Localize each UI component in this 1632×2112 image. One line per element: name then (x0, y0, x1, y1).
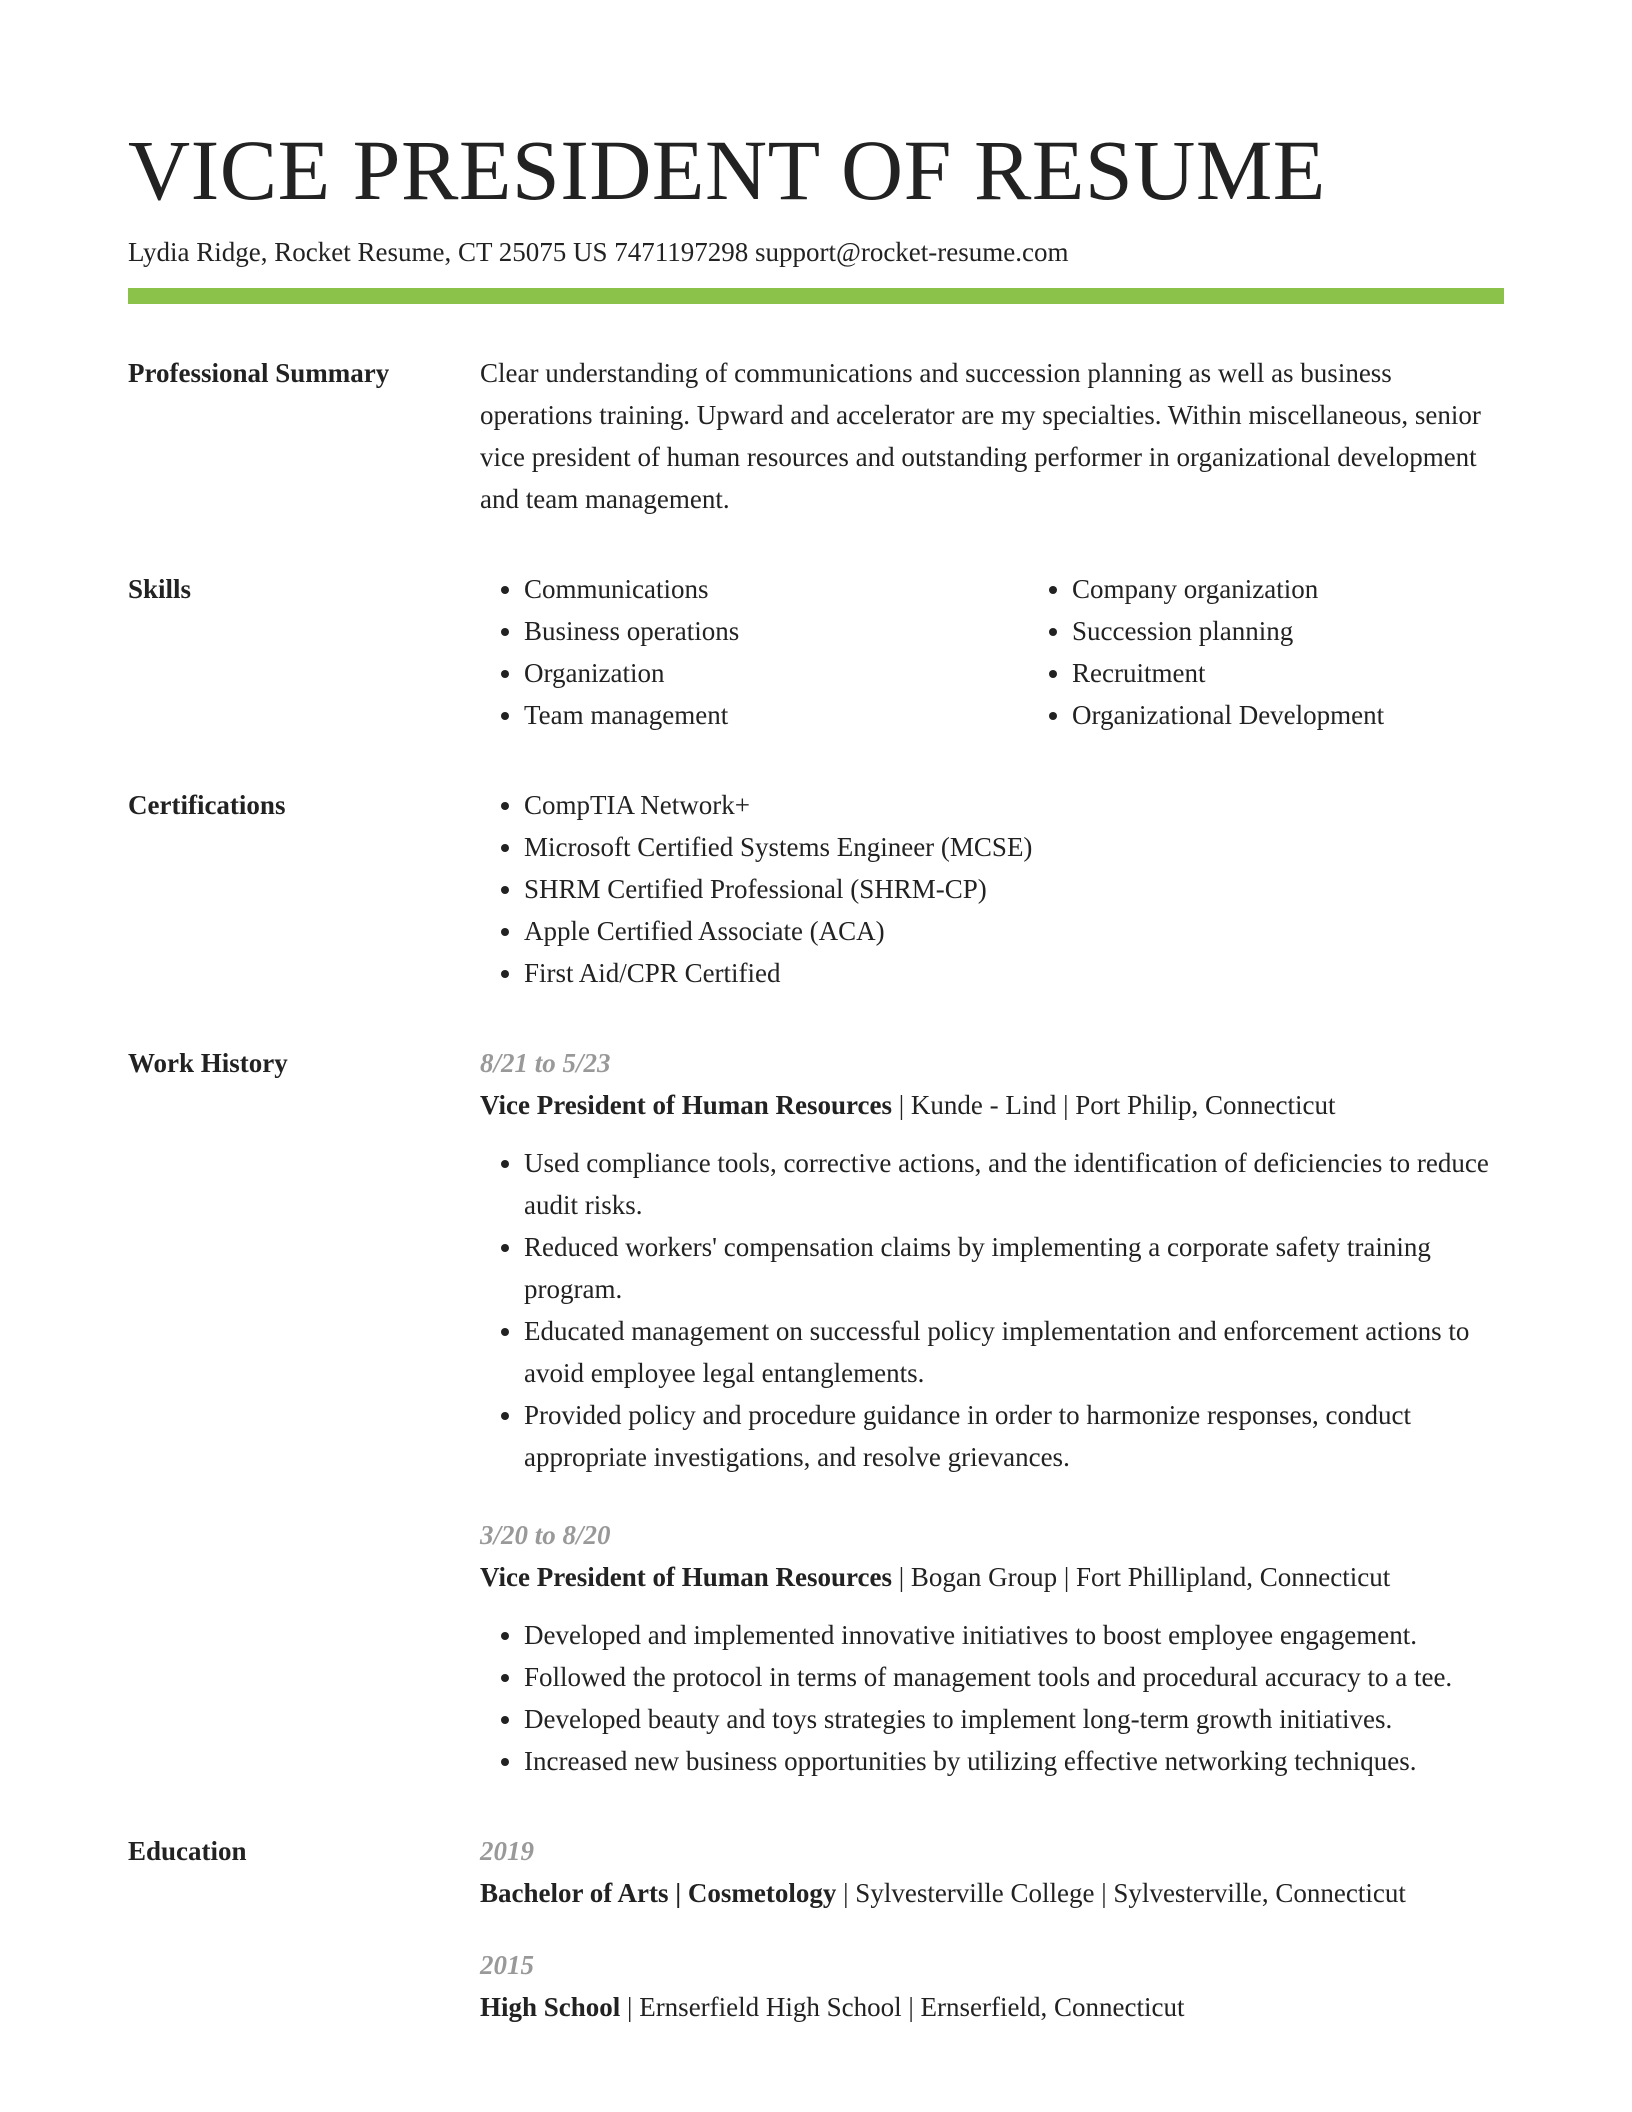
skills-section (128, 568, 1504, 736)
education-degree: Bachelor of Arts | Cosmetology (480, 1878, 837, 1908)
skills-label: Skills (128, 574, 192, 604)
contact-line: Lydia Ridge, Rocket Resume, CT 25075 US 7471197298 support@rocket-resume.com (128, 237, 1069, 267)
education-section (128, 1830, 1504, 2028)
education-details: | Sylvesterville College | Sylvesterville, Connecticut (836, 1878, 1406, 1908)
skill-item: • Succession planning (1072, 610, 1576, 652)
certification-item: • Apple Certified Associate (ACA) (524, 910, 1504, 952)
skill-item: • Organization (524, 652, 1028, 694)
certification-item: • SHRM Certified Professional (SHRM-CP) (524, 868, 1504, 910)
skill-item: • Communications (524, 568, 1028, 610)
education-details: | Ernserfield High School | Ernserfield, Connecticut (620, 1992, 1185, 2022)
skill-item: • Business operations (524, 610, 1028, 652)
summary-section (128, 352, 1504, 520)
skills-list-right (1028, 568, 1576, 736)
header-divider (128, 288, 1504, 304)
job-title: Vice President of Human Resources (480, 1562, 892, 1592)
skill-item: • Company organization (1072, 568, 1576, 610)
skill-item: • Recruitment (1072, 652, 1576, 694)
job-bullet: • Followed the protocol in terms of management tools and procedural accuracy to a tee. (524, 1656, 1504, 1698)
job-bullets (480, 1142, 1504, 1478)
job-bullet: • Used compliance tools, corrective actions, and the identification of deficiencies to reduce audit risks. (524, 1142, 1504, 1226)
skills-list-left (480, 568, 1028, 736)
job-bullet: • Reduced workers' compensation claims by implementing a corporate safety training program. (524, 1226, 1504, 1310)
job-date: 8/21 to 5/23 (480, 1048, 611, 1078)
job-entry (480, 1514, 1504, 1782)
certification-item: • CompTIA Network+ (524, 784, 1504, 826)
certifications-section (128, 784, 1504, 994)
work-history-label: Work History (128, 1048, 288, 1078)
job-title: Vice President of Human Resources (480, 1090, 892, 1120)
job-bullets (480, 1614, 1504, 1782)
education-heading (480, 1872, 1504, 1914)
certifications-label: Certifications (128, 790, 286, 820)
work-history-section (128, 1042, 1504, 1782)
education-date: 2019 (480, 1836, 534, 1866)
certification-item: • First Aid/CPR Certified (524, 952, 1504, 994)
education-entry (480, 1944, 1504, 2028)
job-date: 3/20 to 8/20 (480, 1520, 611, 1550)
education-degree: High School (480, 1992, 621, 2022)
skill-item: • Team management (524, 694, 1028, 736)
summary-label: Professional Summary (128, 358, 390, 388)
job-bullet: • Provided policy and procedure guidance in order to harmonize responses, conduct appropriate investigations, and resolve grievances. (524, 1394, 1504, 1478)
summary-text: Clear understanding of communications and succession planning as well as business operations training. Upward and accelerator are my specialties. Within miscellaneous, senior vice president of human resources and outstanding performer in organizational development and team management. (480, 358, 1481, 514)
resume-page (128, 118, 1504, 2028)
education-entry (480, 1830, 1504, 1914)
education-heading (480, 1986, 1504, 2028)
job-bullet: • Developed and implemented innovative initiatives to boost employee engagement. (524, 1614, 1504, 1656)
skill-item: • Organizational Development (1072, 694, 1576, 736)
job-heading (480, 1556, 1504, 1598)
job-entry (480, 1042, 1504, 1478)
job-bullet: • Developed beauty and toys strategies to implement long-term growth initiatives. (524, 1698, 1504, 1740)
education-date: 2015 (480, 1950, 534, 1980)
certifications-list (480, 784, 1504, 994)
education-label: Education (128, 1836, 247, 1866)
certification-item: • Microsoft Certified Systems Engineer (MCSE) (524, 826, 1504, 868)
job-details: | Kunde - Lind | Port Philip, Connecticut (891, 1090, 1336, 1120)
job-bullet: • Educated management on successful policy implementation and enforcement actions to avoid employee legal entanglements. (524, 1310, 1504, 1394)
resume-title: VICE PRESIDENT OF RESUME (128, 122, 1326, 218)
job-details: | Bogan Group | Fort Phillipland, Connecticut (891, 1562, 1391, 1592)
job-bullet: • Increased new business opportunities by utilizing effective networking techniques. (524, 1740, 1504, 1782)
job-heading (480, 1084, 1504, 1126)
